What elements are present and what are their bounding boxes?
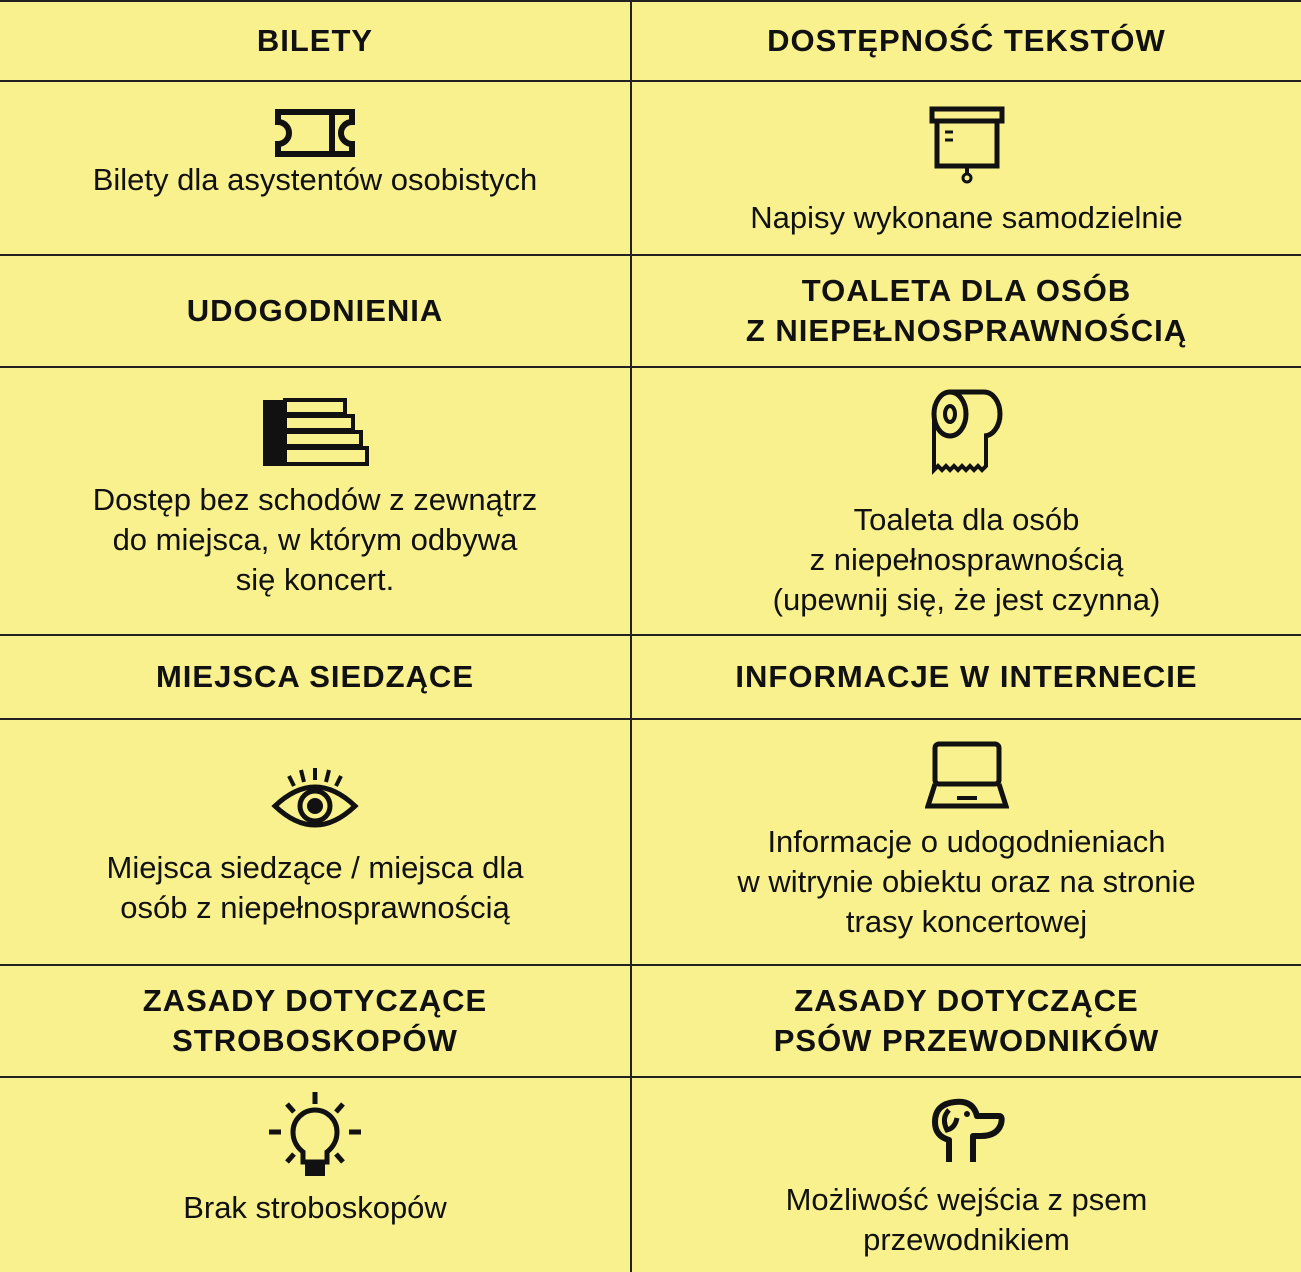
header-facilities: UDOGODNIENIA bbox=[0, 256, 632, 368]
cell-facilities: Dostęp bez schodów z zewnątrz do miejsca, w którym odbywa się koncert. bbox=[0, 368, 632, 636]
cell-strobe-rules: Brak stroboskopów bbox=[0, 1078, 632, 1272]
header-guide-dog-rules: ZASADY DOTYCZĄCE PSÓW PRZEWODNIKÓW bbox=[632, 966, 1301, 1078]
header-strobe-rules: ZASADY DOTYCZĄCE STROBOSKOPÓW bbox=[0, 966, 632, 1078]
toilet-paper-icon bbox=[930, 388, 1004, 480]
projector-screen-icon bbox=[927, 104, 1007, 186]
cell-accessible-toilet: Toaleta dla osób z niepełnosprawnością (upewnij się, że jest czynna) bbox=[632, 368, 1301, 636]
stairs-icon bbox=[261, 398, 369, 468]
ticket-icon bbox=[270, 108, 360, 158]
laptop-icon bbox=[925, 740, 1009, 810]
header-text-access: DOSTĘPNOŚĆ TEKSTÓW bbox=[632, 2, 1301, 82]
lightbulb-icon bbox=[267, 1090, 363, 1182]
header-accessible-toilet: TOALETA DLA OSÓB Z NIEPEŁNOSPRAWNOŚCIĄ bbox=[632, 256, 1301, 368]
header-tickets: BILETY bbox=[0, 2, 632, 82]
header-online-info: INFORMACJE W INTERNECIE bbox=[632, 636, 1301, 720]
cell-text-access: Napisy wykonane samodzielnie bbox=[632, 82, 1301, 256]
eye-icon bbox=[271, 766, 359, 832]
cell-online-info: Informacje o udogodnieniach w witrynie obiektu oraz na stronie trasy koncertowej bbox=[632, 720, 1301, 966]
cell-guide-dog-rules: Możliwość wejścia z psem przewodnikiem bbox=[632, 1078, 1301, 1272]
header-seating: MIEJSCA SIEDZĄCE bbox=[0, 636, 632, 720]
cell-seating: Miejsca siedzące / miejsca dla osób z niepełnosprawnością bbox=[0, 720, 632, 966]
cell-tickets: Bilety dla asystentów osobistych bbox=[0, 82, 632, 256]
dog-icon bbox=[927, 1096, 1007, 1166]
